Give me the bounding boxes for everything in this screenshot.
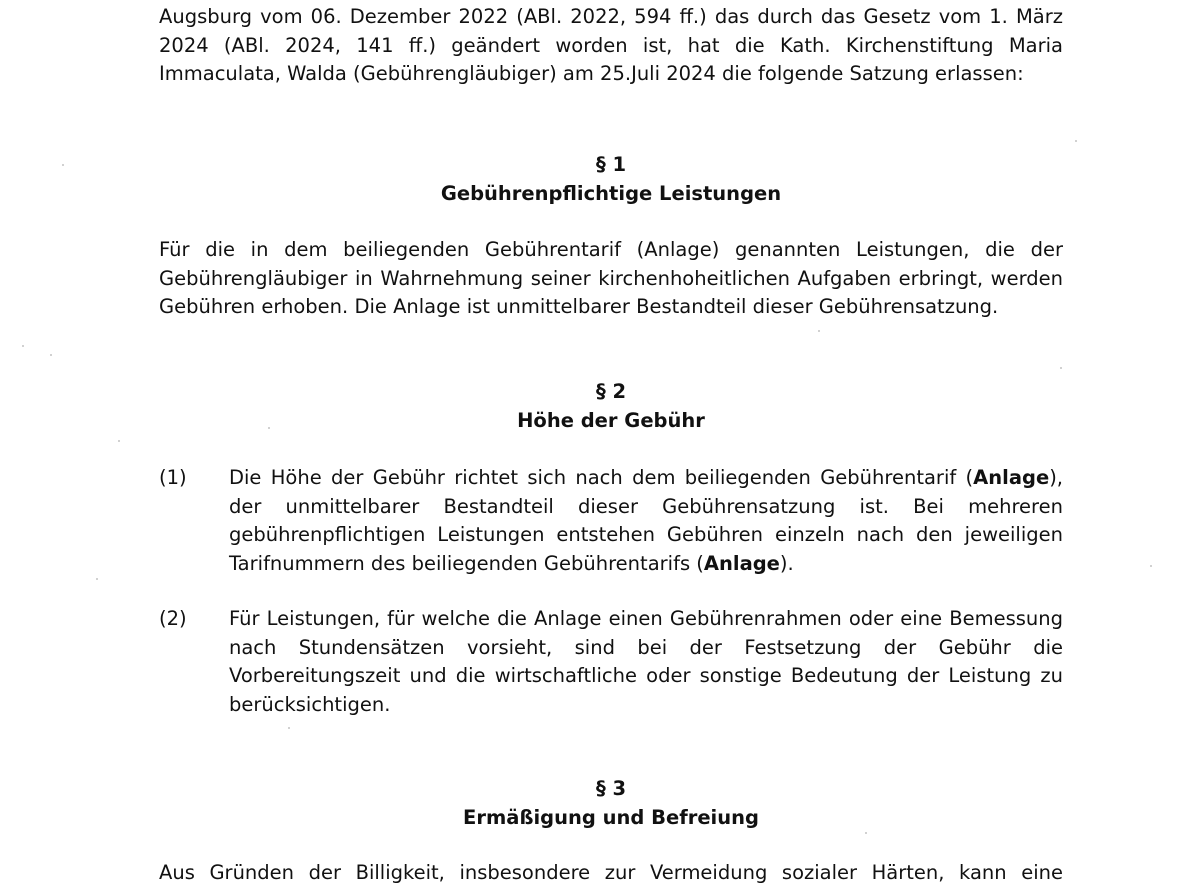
paragraph-text-part: Die Höhe der Gebühr richtet sich nach dem beiliegenden Gebührentarif ( bbox=[229, 466, 974, 489]
section-1-title: Gebührenpflichtige Leistungen bbox=[440, 182, 782, 205]
section-1-text: Für die in dem beiliegenden Gebührentarif (Anlage) genannten Leistungen, die der Gebührengläubiger in Wahrnehmung seiner kirchenhoheitlichen Aufgaben erbringt, werden Gebühren erhoben. Die Anlage ist unmittelbarer Bestandteil dieser Gebührensatzung. bbox=[159, 238, 1063, 318]
scan-speck bbox=[1060, 367, 1062, 369]
scan-speck bbox=[96, 578, 98, 580]
paragraph-text-part: ), der unmittelbarer Bestandteil dieser Gebührensatzung ist. Bei mehreren gebührenpflichtigen Leistungen entstehen Gebühren einzeln nach den jeweiligen Tarifnummern des beiliegenden Gebührentarifs ( bbox=[229, 466, 1063, 575]
paragraph-text: Für Leistungen, für welche die Anlage einen Gebührenrahmen oder eine Bemessung nach Stundensätzen vorsieht, sind bei der Festsetzung der Gebühr die Vorbereitungszeit und die wirtschaftliche oder sonstige Bedeutung der Leistung zu berücksichtigen. bbox=[229, 607, 1063, 716]
scan-speck bbox=[50, 354, 52, 356]
section-3-text: Aus Gründen der Billigkeit, insbesondere zur Vermeidung sozialer Härten, kann eine bbox=[159, 861, 1063, 884]
scan-speck bbox=[62, 164, 64, 166]
scan-speck bbox=[1150, 565, 1152, 567]
scan-speck bbox=[22, 345, 24, 347]
paragraph-text-part: ). bbox=[779, 551, 794, 575]
scan-speck bbox=[818, 330, 820, 332]
scan-speck bbox=[1075, 140, 1077, 142]
section-2-number: § 2 bbox=[595, 380, 627, 403]
anlage-bold-text: Anlage bbox=[703, 551, 780, 575]
intro-paragraph: Augsburg vom 06. Dezember 2022 (ABl. 2022, 594 ff.) das durch das Gesetz vom 1. März 2024 (ABl. 2024, 141 ff.) geändert worden ist, hat die Kath. Kirchenstiftung Maria Immaculata, Walda (Gebührengläubiger) am 25.Juli 2024 die folgende Satzung erlassen: bbox=[159, 5, 1063, 85]
paragraph-number: (2) bbox=[159, 607, 187, 630]
paragraph-text bbox=[229, 464, 1063, 578]
section-1-number: § 1 bbox=[595, 153, 627, 176]
anlage-bold-text: Anlage bbox=[973, 466, 1050, 489]
scan-speck bbox=[118, 440, 120, 442]
scan-speck bbox=[865, 832, 867, 834]
paragraph-number: (1) bbox=[159, 466, 187, 489]
scan-speck bbox=[268, 427, 270, 429]
section-3-number: § 3 bbox=[595, 777, 627, 800]
section-2-title: Höhe der Gebühr bbox=[517, 409, 705, 432]
scan-speck bbox=[288, 727, 290, 729]
section-3-title: Ermäßigung und Befreiung bbox=[463, 806, 759, 829]
